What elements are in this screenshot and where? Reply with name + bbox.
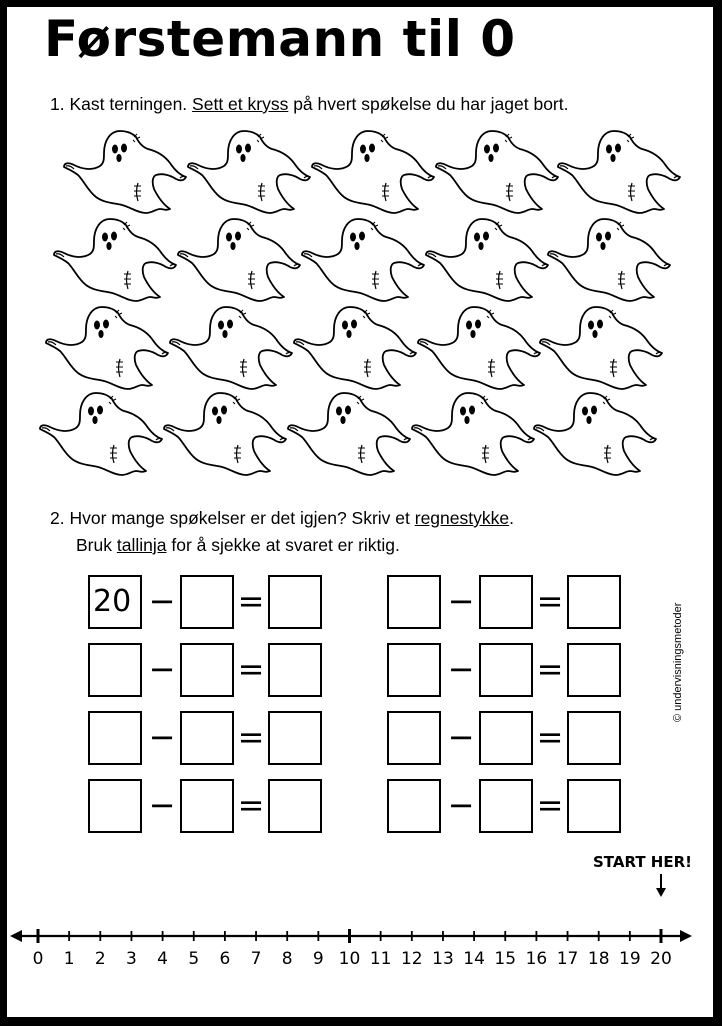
underlined-word: tallinja: [116, 535, 167, 555]
ghost-image[interactable]: [160, 387, 290, 479]
ghost-image[interactable]: [554, 125, 684, 217]
minus-sign: −: [447, 582, 475, 620]
task-2-instruction-line2: Bruk tallinja for å sjekke at svaret er riktig.: [76, 535, 400, 555]
ghost-image[interactable]: [530, 387, 660, 479]
ghost-image[interactable]: [60, 125, 190, 217]
underlined-word: regnestykke: [414, 508, 510, 528]
number-line: [0, 905, 722, 975]
ghost-image[interactable]: [298, 213, 428, 305]
equals-sign: =: [536, 582, 564, 620]
task-1-instruction: 1. Kast terningen. Sett et kryss på hvert spøkelse du har jaget bort.: [50, 94, 569, 114]
ghost-image[interactable]: [544, 213, 674, 305]
number-line-label: 18: [587, 949, 610, 969]
equals-sign: =: [237, 582, 265, 620]
equals-sign: =: [237, 718, 265, 756]
equals-sign: =: [536, 650, 564, 688]
equation-row: [88, 643, 328, 699]
left-arrow-icon: [10, 930, 22, 942]
number-line-label: 14: [463, 949, 485, 969]
minus-sign: −: [447, 650, 475, 688]
equation-row: [88, 711, 328, 767]
minus-sign: −: [148, 718, 176, 756]
ghost-image[interactable]: [284, 387, 414, 479]
minus-sign: −: [148, 786, 176, 824]
answer-box[interactable]: [180, 643, 234, 697]
answer-box[interactable]: [567, 643, 621, 697]
answer-box[interactable]: [268, 779, 322, 833]
number-line-label: 12: [400, 949, 423, 969]
minus-sign: −: [148, 650, 176, 688]
ghost-image[interactable]: [36, 387, 166, 479]
equals-sign: =: [536, 718, 564, 756]
equation-row: [387, 711, 627, 767]
page-title: Førstemann til 0: [44, 10, 516, 68]
number-line-label: 8: [281, 949, 293, 969]
number-line-label: 17: [556, 949, 579, 969]
answer-box[interactable]: [479, 575, 533, 629]
ghost-image[interactable]: [408, 387, 538, 479]
right-arrow-icon: [680, 930, 692, 942]
equals-sign: =: [237, 786, 265, 824]
answer-box[interactable]: [88, 643, 142, 697]
equals-sign: =: [536, 786, 564, 824]
answer-box[interactable]: [479, 711, 533, 765]
number-line-label: 20: [650, 949, 672, 969]
number-line-label: 1: [63, 949, 75, 969]
number-line-label: 3: [126, 949, 137, 969]
ghost-image[interactable]: [42, 301, 172, 393]
number-line-label: 19: [619, 949, 641, 969]
number-line-label: 10: [338, 949, 361, 969]
equation-row: [387, 643, 627, 699]
task-2-instruction-line1: 2. Hvor mange spøkelser er det igjen? Skriv et regnestykke.: [50, 508, 514, 528]
equation-row: [88, 779, 328, 835]
minus-sign: −: [447, 786, 475, 824]
equation-row: [387, 779, 627, 835]
answer-box[interactable]: [268, 711, 322, 765]
answer-box[interactable]: [180, 711, 234, 765]
ghost-image[interactable]: [184, 125, 314, 217]
number-line-label: 11: [369, 949, 392, 969]
answer-box[interactable]: [567, 711, 621, 765]
ghost-image[interactable]: [166, 301, 296, 393]
number-line-label: 0: [32, 949, 44, 969]
copyright-text: © undervisningsmetoder: [672, 602, 684, 722]
minus-sign: −: [447, 718, 475, 756]
underlined-phrase: Sett et kryss: [192, 94, 289, 114]
ghost-image[interactable]: [432, 125, 562, 217]
minus-sign: −: [148, 582, 176, 620]
equals-sign: =: [237, 650, 265, 688]
number-line-label: 16: [525, 949, 548, 969]
answer-box[interactable]: [268, 575, 322, 629]
answer-box[interactable]: [387, 779, 441, 833]
answer-box[interactable]: [88, 711, 142, 765]
ghost-image[interactable]: [422, 213, 552, 305]
ghost-image[interactable]: [536, 301, 666, 393]
number-line-label: 5: [188, 949, 200, 969]
answer-box[interactable]: [180, 779, 234, 833]
down-arrow-icon: [654, 873, 668, 899]
ghost-image[interactable]: [50, 213, 180, 305]
start-label: START HER!: [593, 853, 693, 871]
number-line-label: 2: [94, 949, 106, 969]
answer-box[interactable]: [387, 711, 441, 765]
answer-box[interactable]: 20: [88, 575, 142, 629]
ghost-image[interactable]: [290, 301, 420, 393]
ghost-image[interactable]: [308, 125, 438, 217]
answer-box[interactable]: [387, 575, 441, 629]
number-line-label: 6: [219, 949, 231, 969]
number-line-label: 13: [432, 949, 454, 969]
equation-row: [88, 575, 328, 631]
number-line-label: 4: [157, 949, 169, 969]
equation-row: [387, 575, 627, 631]
ghost-image[interactable]: [414, 301, 544, 393]
answer-box[interactable]: [180, 575, 234, 629]
ghost-grid: [30, 125, 670, 475]
number-line-label: 7: [250, 949, 262, 969]
answer-box[interactable]: [479, 643, 533, 697]
ghost-image[interactable]: [174, 213, 304, 305]
answer-box[interactable]: [479, 779, 533, 833]
answer-box[interactable]: [567, 779, 621, 833]
answer-box[interactable]: [387, 643, 441, 697]
answer-box[interactable]: [567, 575, 621, 629]
number-line-label: 15: [494, 949, 517, 969]
answer-box[interactable]: [88, 779, 142, 833]
answer-box[interactable]: [268, 643, 322, 697]
number-line-label: 9: [312, 949, 324, 969]
